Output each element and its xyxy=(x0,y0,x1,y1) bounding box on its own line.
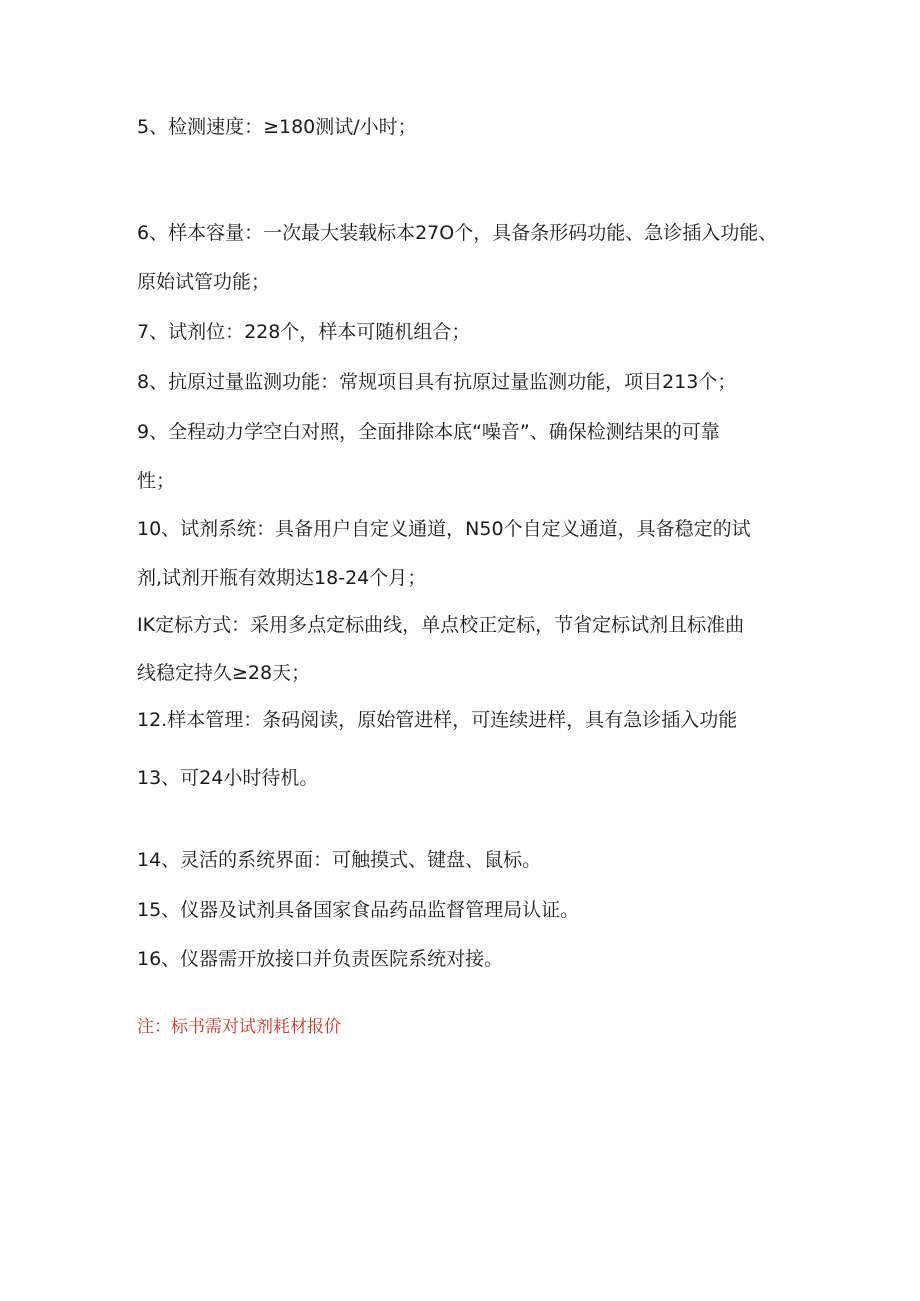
bid-note: 注：标书需对试剂耗材报价 xyxy=(137,1017,341,1037)
spec-item-12: 12.样本管理：条码阅读，原始管进样，可连续进样，具有急诊插入功能 xyxy=(137,709,738,731)
spec-item-9-line2: 性； xyxy=(137,470,176,492)
spec-item-10-line2: 剂,试剂开瓶有效期达18-24个月； xyxy=(137,567,427,589)
spec-item-11-line1: IK定标方式：采用多点定标曲线，单点校正定标，节省定标试剂且标准曲 xyxy=(137,614,745,636)
spec-item-5: 5、检测速度：≥180测试/小时； xyxy=(137,116,417,138)
spec-item-7: 7、试剂位：228个，样本可随机组合； xyxy=(137,321,471,343)
spec-item-6-line1: 6、样本容量：一次最大装载标本27O个，具备条形码功能、急诊插入功能、 xyxy=(137,222,778,244)
spec-item-11-line2: 线稳定持久≥28天； xyxy=(137,662,311,684)
spec-item-13: 13、可24小时待机。 xyxy=(137,767,319,789)
spec-item-15: 15、仪器及试剂具备国家食品药品监督管理局认证。 xyxy=(137,899,580,921)
spec-item-8: 8、抗原过量监测功能：常规项目具有抗原过量监测功能，项目213个； xyxy=(137,371,737,393)
spec-item-16: 16、仪器需开放接口并负责医院系统对接。 xyxy=(137,948,504,970)
spec-item-10-line1: 10、试剂系统：具备用户自定义通道，N50个自定义通道，具备稳定的试 xyxy=(137,518,751,540)
spec-item-6-line2: 原始试管功能； xyxy=(137,271,271,293)
spec-item-14: 14、灵活的系统界面：可触摸式、键盘、鼠标。 xyxy=(137,849,542,871)
spec-item-9-line1: 9、全程动力学空白对照，全面排除本底“噪音”、确保检测结果的可靠 xyxy=(137,421,720,443)
